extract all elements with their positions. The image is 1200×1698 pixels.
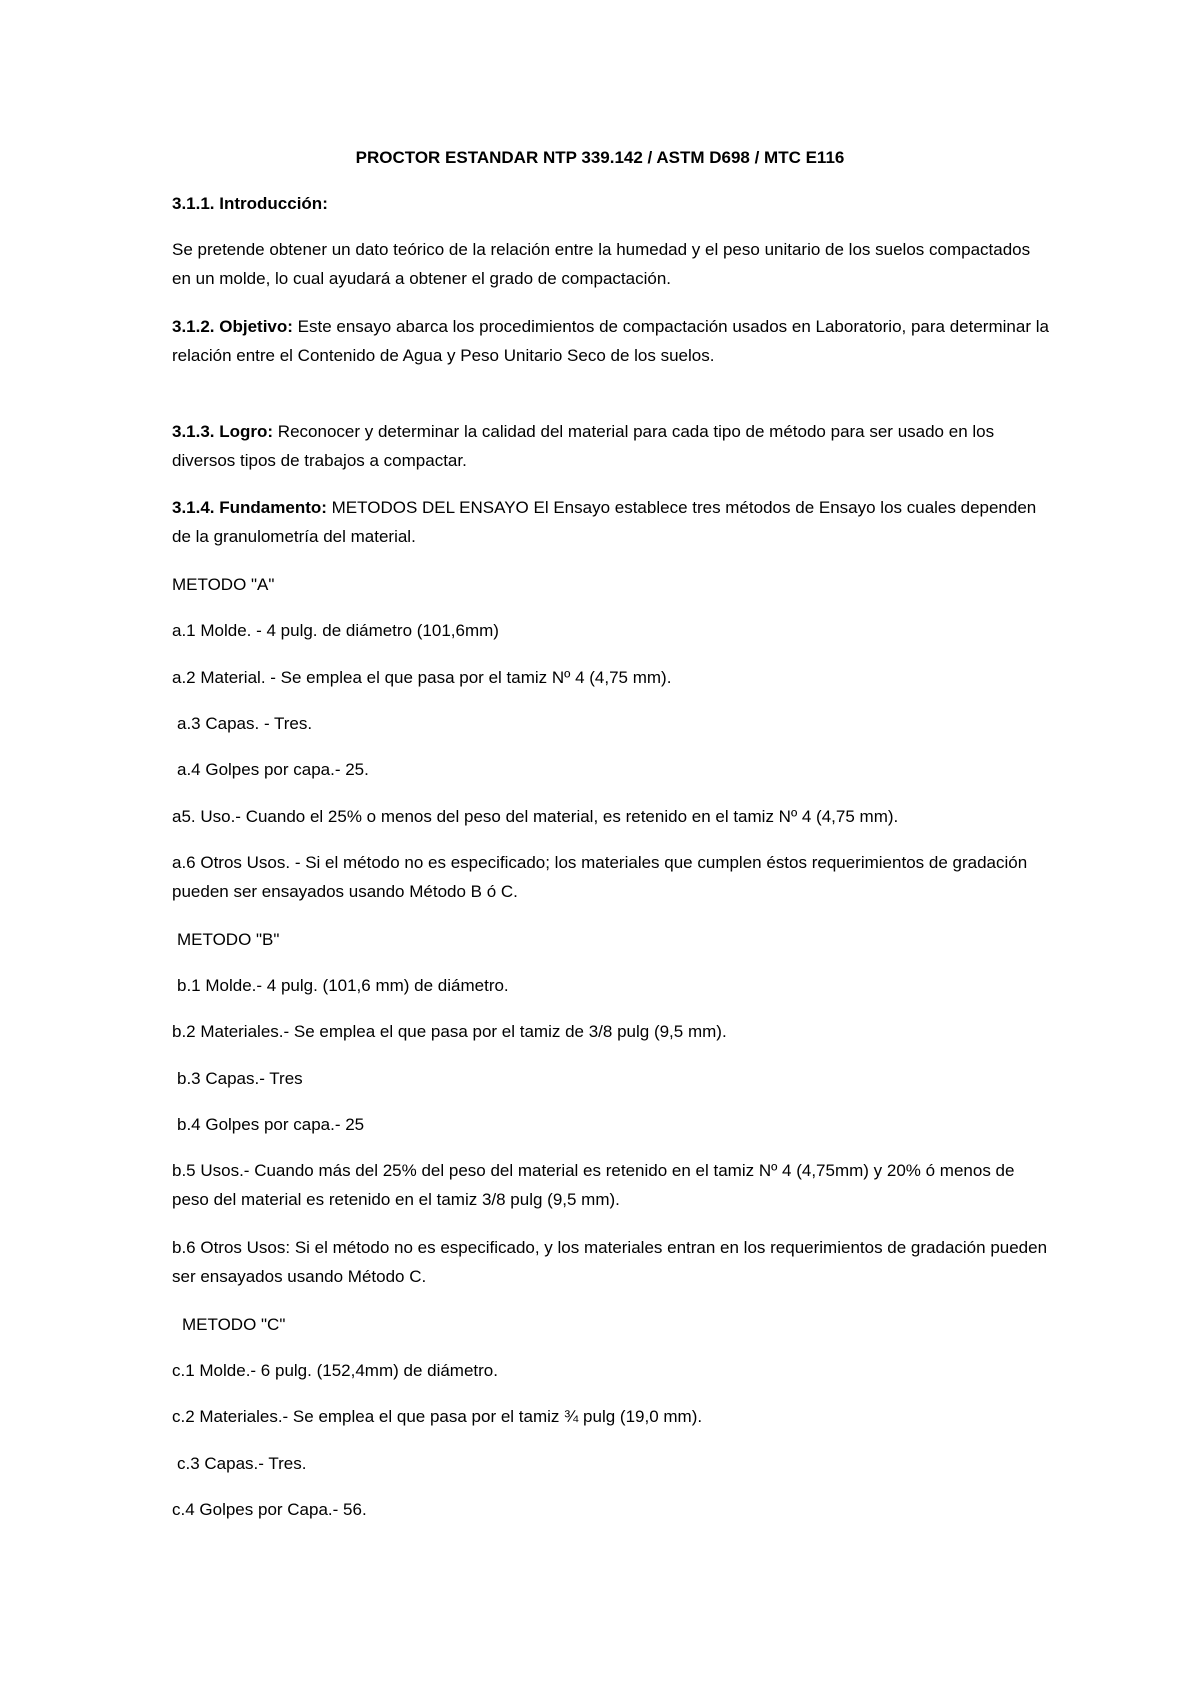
fundamento-text: METODOS DEL ENSAYO El Ensayo establece tres métodos de Ensayo los cuales dependen de la granulometría del material. <box>172 498 1037 546</box>
fundamento-label: 3.1.4. Fundamento: <box>172 498 327 517</box>
metodo-c-heading: METODO "C" <box>182 1315 286 1334</box>
metodo-c-item-2: c.2 Materiales.- Se emplea el que pasa por el tamiz ¾ pulg (19,0 mm). <box>172 1407 703 1426</box>
metodo-b-item-1: b.1 Molde.- 4 pulg. (101,6 mm) de diámetro. <box>177 976 509 995</box>
metodo-a-heading: METODO "A" <box>172 575 275 594</box>
metodo-b-item-4: b.4 Golpes por capa.- 25 <box>177 1115 365 1134</box>
document-title: PROCTOR ESTANDAR NTP 339.142 / ASTM D698 / MTC E116 <box>355 148 845 167</box>
objetivo-text: Este ensayo abarca los procedimientos de compactación usados en Laboratorio, para determinar la relación entre el Contenido de Agua y Peso Unitario Seco de los suelos. <box>172 317 1049 365</box>
metodo-b-item-2: b.2 Materiales.- Se emplea el que pasa por el tamiz de 3/8 pulg (9,5 mm). <box>172 1022 727 1041</box>
metodo-a-item-5: a5. Uso.- Cuando el 25% o menos del peso del material, es retenido en el tamiz Nº 4 (4,75 mm). <box>172 807 899 826</box>
objetivo-label: 3.1.2. Objetivo: <box>172 317 293 336</box>
metodo-a-item-1: a.1 Molde. - 4 pulg. de diámetro (101,6mm) <box>172 621 499 640</box>
metodo-b-item-3: b.3 Capas.- Tres <box>177 1069 303 1088</box>
metodo-b-item-5: b.5 Usos.- Cuando más del 25% del peso del material es retenido en el tamiz Nº 4 (4,75mm) y 20% ó menos de peso del material es retenido en el tamiz 3/8 pulg (9,5 mm). <box>172 1161 1015 1209</box>
metodo-a-item-6: a.6 Otros Usos. - Si el método no es especificado; los materiales que cumplen éstos requerimientos de gradación pueden ser ensayados usando Método B ó C. <box>172 853 1028 901</box>
metodo-c-item-1: c.1 Molde.- 6 pulg. (152,4mm) de diámetro. <box>172 1361 498 1380</box>
metodo-a-item-3: a.3 Capas. - Tres. <box>177 714 313 733</box>
logro-paragraph <box>172 417 1052 475</box>
intro-heading: 3.1.1. Introducción: <box>172 194 328 213</box>
objetivo-paragraph <box>172 312 1052 370</box>
metodo-b-item-6: b.6 Otros Usos: Si el método no es especificado, y los materiales entran en los requerimientos de gradación pueden ser ensayados usando Método C. <box>172 1238 1048 1286</box>
metodo-c-item-3: c.3 Capas.- Tres. <box>177 1454 307 1473</box>
metodo-c-item-4: c.4 Golpes por Capa.- 56. <box>172 1500 367 1519</box>
logro-label: 3.1.3. Logro: <box>172 422 274 441</box>
metodo-a-item-4: a.4 Golpes por capa.- 25. <box>177 760 369 779</box>
intro-paragraph: Se pretende obtener un dato teórico de la relación entre la humedad y el peso unitario de los suelos compactados en un molde, lo cual ayudará a obtener el grado de compactación. <box>172 240 1031 288</box>
fundamento-paragraph <box>172 493 1052 551</box>
metodo-a-item-2: a.2 Material. - Se emplea el que pasa por el tamiz Nº 4 (4,75 mm). <box>172 668 672 687</box>
logro-text: Reconocer y determinar la calidad del material para cada tipo de método para ser usado en los diversos tipos de trabajos a compactar. <box>172 422 995 470</box>
metodo-b-heading: METODO "B" <box>177 930 280 949</box>
